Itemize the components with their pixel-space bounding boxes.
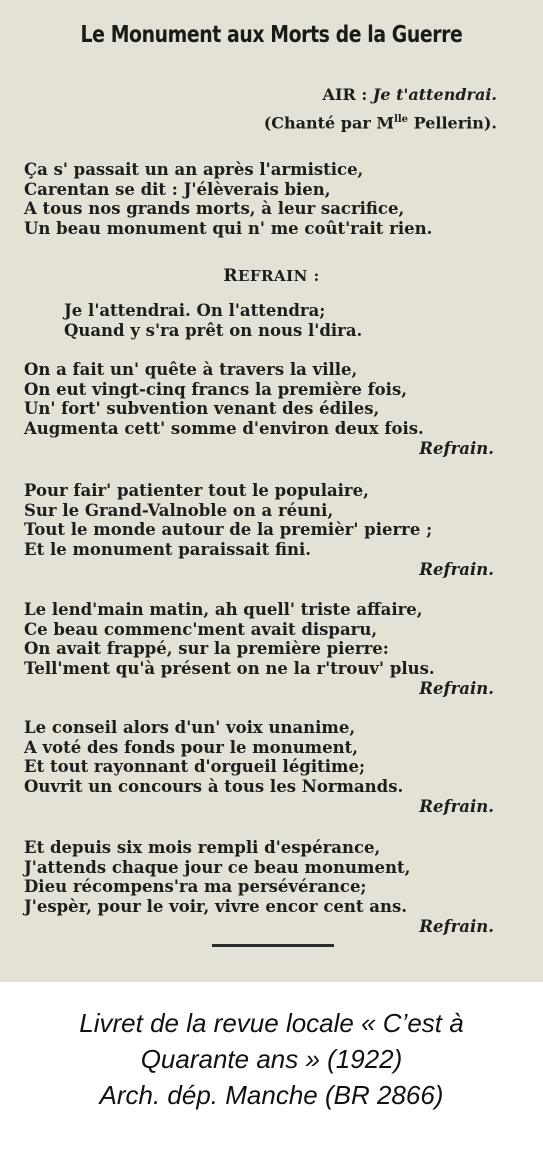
verse-line: On a fait un' quête à travers la ville, [24,360,358,379]
verse-line: On eut vingt-cinq francs la première fois, [24,379,407,399]
stanza-3 [24,481,504,580]
song-title: Le Monument aux Morts de la Guerre [80,22,463,48]
verse-line: J'espèr, pour le voir, vivre encor cent ans. [24,896,407,916]
stanza-5 [24,718,504,817]
image-caption [0,1005,543,1113]
verse-line: Le conseil alors d'un' voix unanime, [24,718,356,737]
refrain-line: Je l'attendrai. On l'attendra; [64,301,326,320]
stanza-6 [24,838,504,937]
verse-line: Et tout rayonnant d'orgueil légitime; [24,757,366,777]
air-tune-line [264,82,497,107]
verse-line: Ouvrit un concours à tous les Normands. [24,776,404,796]
verse-line: Un' fort' subvention venant des édiles, [24,399,380,419]
verse-line: Un beau monument qui n' me coût'rait rien. [24,218,433,238]
sung-by-sup: lle [394,114,409,125]
verse-line: Et depuis six mois rempli d'espérance, [24,838,381,857]
stanza-1 [24,160,504,238]
air-prefix: AIR : [322,85,373,104]
stanza-2 [24,360,504,459]
stanza-4 [24,600,504,699]
air-sung-by [264,107,497,135]
divider-rule [212,944,334,947]
refrain-mark: Refrain. [419,917,494,937]
verse-line: A voté des fonds pour le monument, [24,737,359,757]
verse-line: A tous nos grands morts, à leur sacrifice, [24,199,405,219]
refrain-heading-rest: EFRAIN : [237,267,320,285]
verse-line: Le lend'main matin, ah quell' triste affaire, [24,600,423,619]
refrain-mark: Refrain. [419,560,494,580]
verse-line: Carentan se dit : J'élèverais bien, [24,179,331,199]
sung-by-text: (Chanté par M [263,113,395,133]
verse-line: Et le monument paraissait fini. [24,539,312,559]
verse-line: Tell'ment qu'à présent on ne la r'trouv' plus. [24,658,435,678]
verse-line: Ce beau commenc'ment avait disparu, [24,619,378,639]
refrain-mark: Refrain. [419,439,494,459]
verse-line: Ça s' passait un an après l'armistice, [24,160,364,179]
refrain-heading [0,266,543,286]
refrain-mark: Refrain. [419,679,494,699]
verse-line: On avait frappé, sur la première pierre: [24,639,389,659]
air-note [264,82,497,135]
caption-line: Arch. dép. Manche (BR 2866) [99,1080,444,1110]
caption-line: Livret de la revue locale « C’est à [79,1008,464,1038]
verse-line: Dieu récompens'ra ma persévérance; [24,877,367,897]
refrain-line: Quand y s'ra prêt on nous l'dira. [64,320,363,340]
verse-line: Pour fair' patienter tout le populaire, [24,481,369,500]
refrain-mark: Refrain. [419,797,494,817]
caption-line: Quarante ans » (1922) [140,1044,403,1074]
verse-line: Augmenta cett' somme d'environ deux fois. [24,418,424,438]
verse-line: J'attends chaque jour ce beau monument, [24,857,411,877]
refrain-heading-cap: R [223,266,238,286]
air-tune: Je t'attendrai. [372,85,497,104]
sung-by-name: Pellerin). [408,113,497,133]
verse-line: Tout le monde autour de la premièr' pierre ; [24,520,433,540]
verse-line: Sur le Grand-Valnoble on a réuni, [24,500,334,520]
refrain-text [24,301,504,340]
